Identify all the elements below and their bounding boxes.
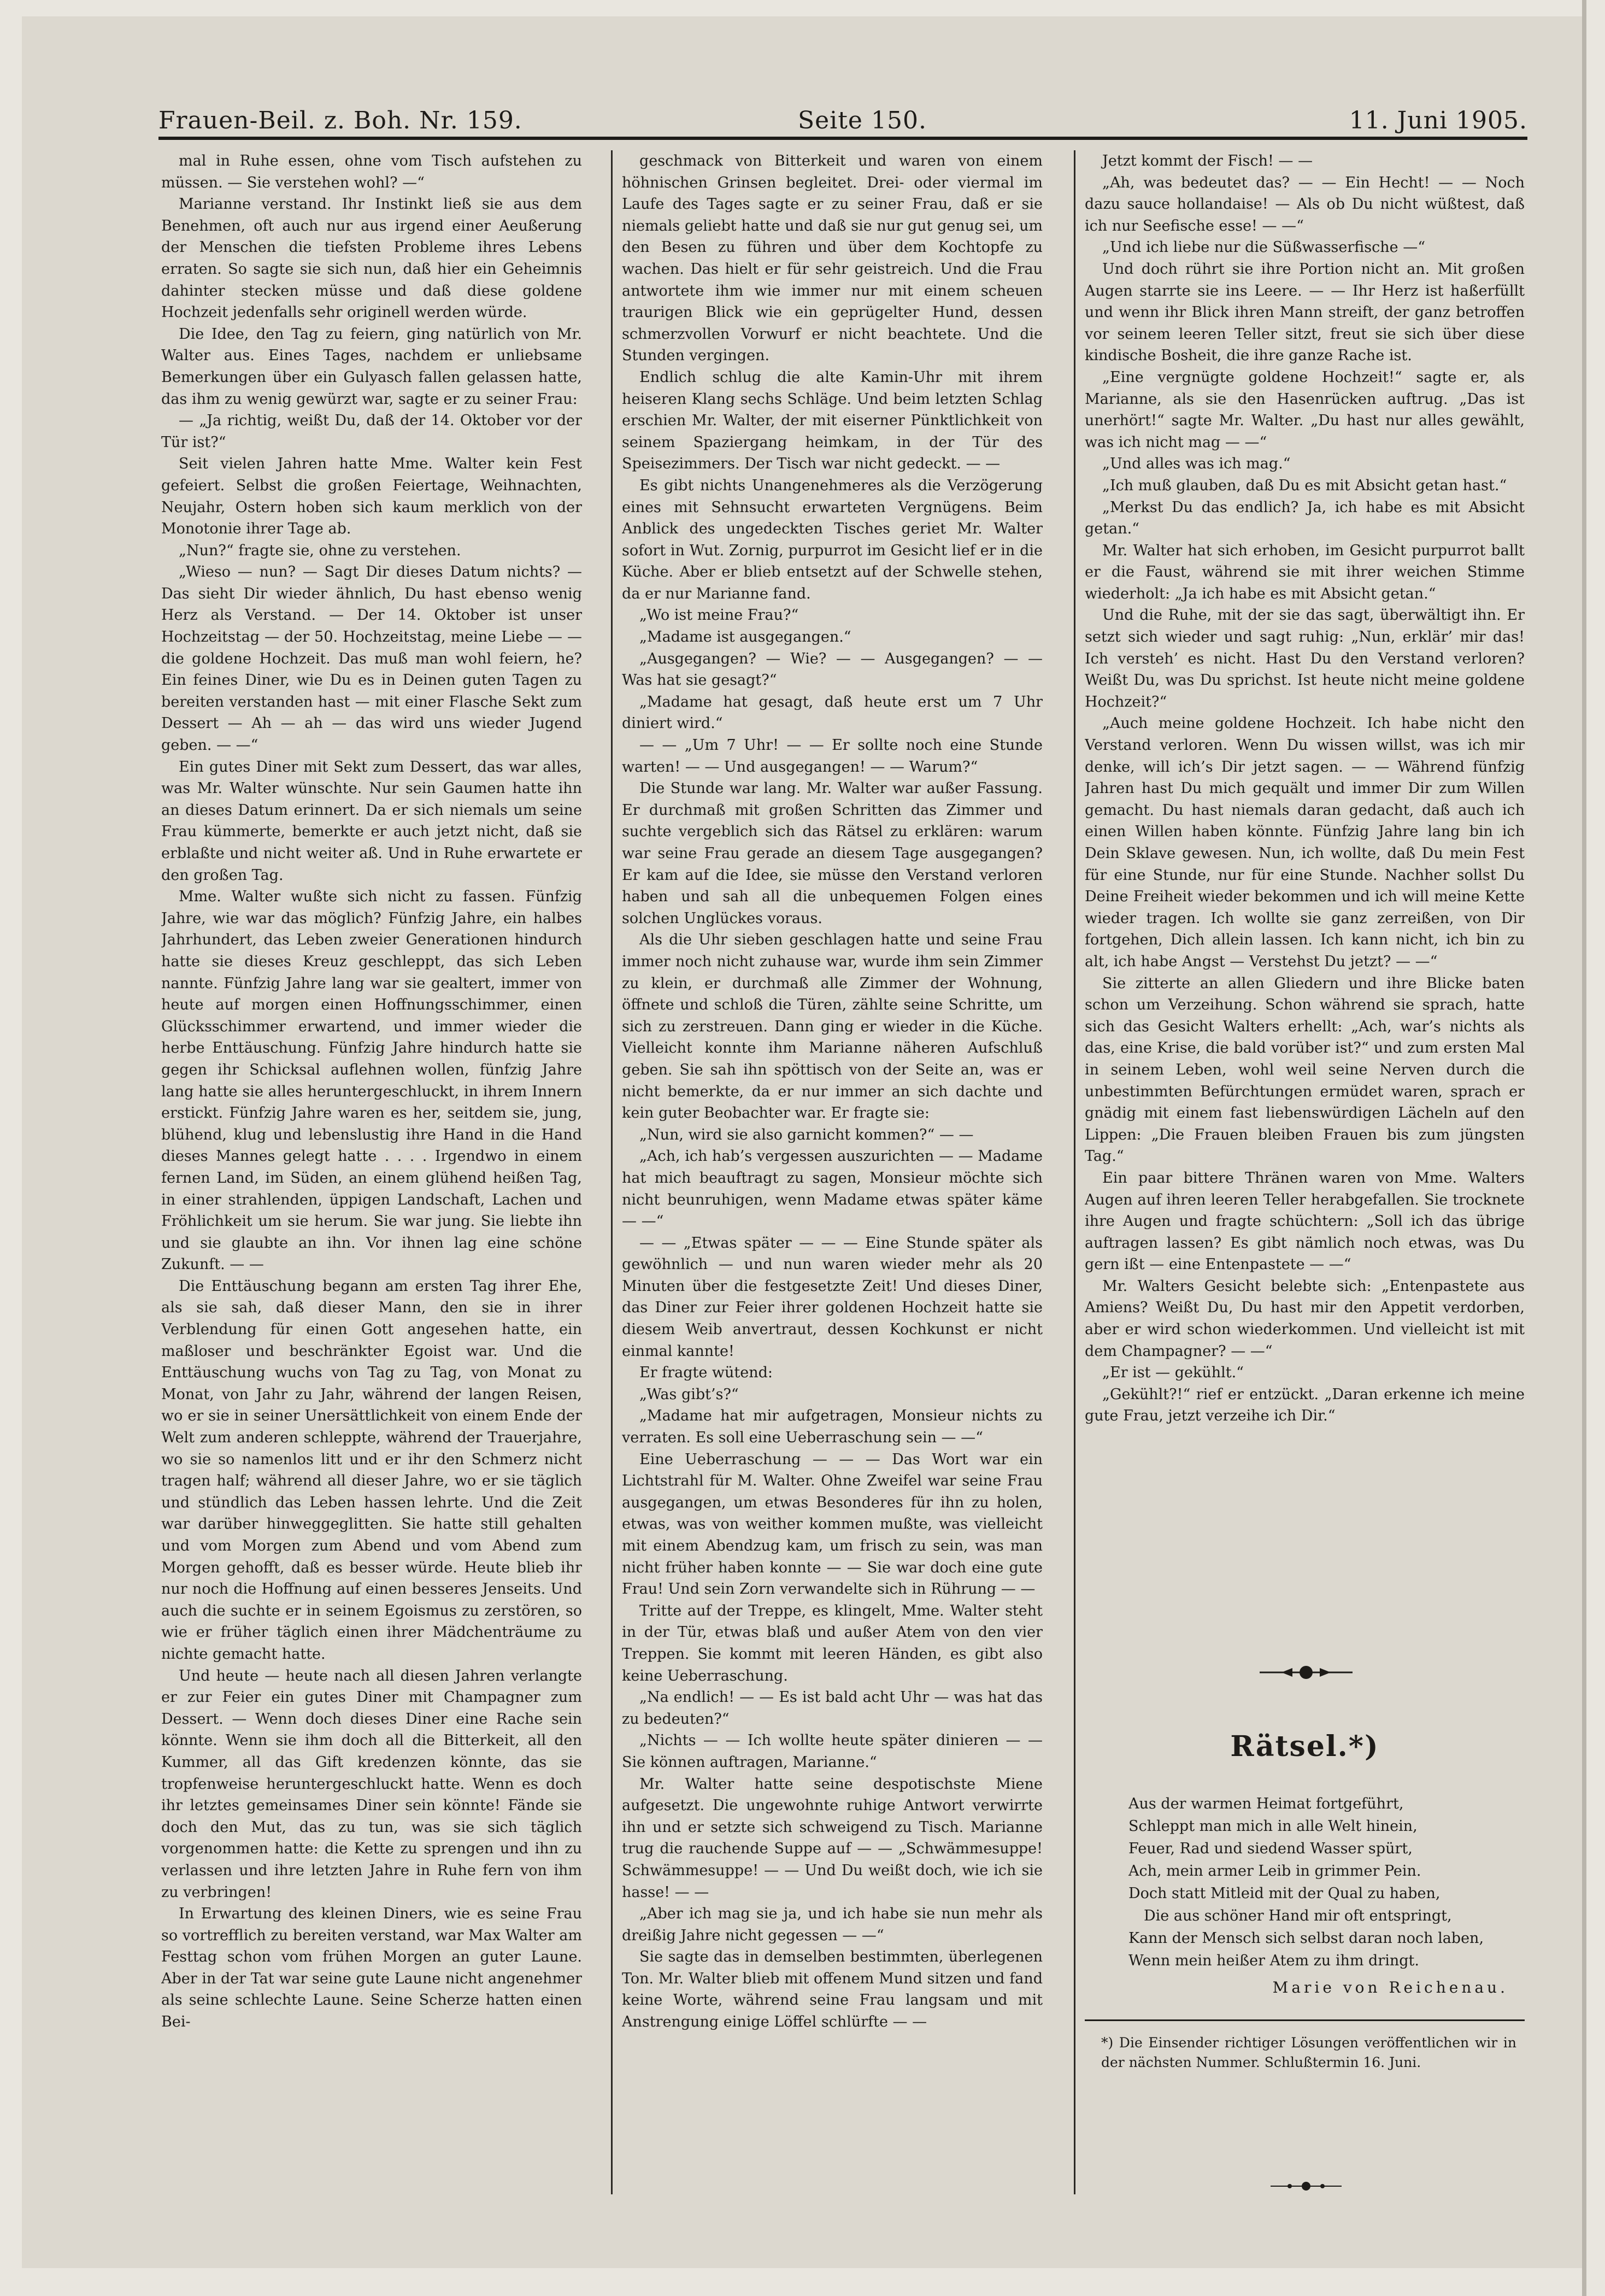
header-rule <box>158 137 1527 140</box>
paragraph: „Madame ist ausgegangen.“ <box>639 629 851 646</box>
paragraph: Jetzt kommt der Fisch! — — <box>1102 152 1313 169</box>
paragraph: „Was gibt’s?“ <box>639 1385 739 1403</box>
paragraph: Marianne verstand. Ihr Instinkt ließ sie aus dem Benehmen, oft auch nur aus irgend einer Aeußerung der Menschen die tiefsten Probleme ihres Lebens erraten. So sagte sie sich nun, daß hier ein Geheimnis dahinter stecken müsse und daß diese goldene Hochzeit jedenfalls sehr originell werden würde. <box>161 196 582 321</box>
paragraph: Die Enttäuschung begann am ersten Tag ihrer Ehe, als sie sah, daß dieser Mann, den sie in ihrer Verblendung für einen Gott angesehen hatte, ein maßloser und beschränkter Egoist war. Und die Enttäuschung wuchs von Tag zu Tag, von Monat zu Monat, von Jahr zu Jahr, während der langen Reisen, wo er sie in seiner Unersättlichkeit von einem Ende der Welt zum anderen schleppte, während der Trauerjahre, wo sie so namenlos litt und er ihr den Schmerz nicht tragen half; während all dieser Jahre, wo er sie täglich und stündlich das Leben hassen lehrte. Und die Zeit war darüber hinweggeglitten. Sie hatte still gehalten und vom Morgen zum Abend und vom Abend zum Morgen gehofft, daß es besser würde. Heute blieb ihr nur noch die Hoffnung auf einen besseres Jenseits. Und auch die suchte er in seinem Egoismus zu zerstören, so wie er früher täglich einen ihrer Mädchenträume zu nichte gemacht hatte. <box>161 1277 582 1663</box>
paragraph: Und doch rührt sie ihre Portion nicht an. Mit großen Augen starrte sie ins Leere. — — Ihr Herz ist haßerfüllt und wenn ihr Blick ihren Mann streift, der ganz betroffen vor seinem leeren Teller sitzt, freut sie sich über diese kindische Bosheit, die ihre ganze Rache ist. <box>1085 260 1525 365</box>
column-3 <box>1085 150 1525 1648</box>
paragraph: — — „Um 7 Uhr! — — Er sollte noch eine Stunde warten! — — Und ausgegangen! — — Warum?“ <box>622 737 1043 776</box>
paragraph: In Erwartung des kleinen Diners, wie es seine Frau so vortrefflich zu bereiten verstand, war Max Walter am Festtag schon vom frühen Morgen an guter Laune. Aber in der Tat war seine gute Laune nicht angenehmer als seine schlechte Laune. Seine Scherze hatten einen Bei- <box>161 1905 582 2031</box>
paragraph: „Und alles was ich mag.“ <box>1102 455 1291 473</box>
paragraph: „Wo ist meine Frau?“ <box>639 607 799 624</box>
verse-line: Doch statt Mitleid mit der Qual zu haben, <box>1128 1885 1441 1902</box>
verse-line: Aus der warmen Heimat fortgeführt, <box>1128 1795 1404 1812</box>
page-fold-shadow <box>1582 0 1586 2296</box>
riddle-section <box>1085 1661 1525 2197</box>
ornament-divider-icon <box>1260 2175 1353 2197</box>
paragraph: „Nun?“ fragte sie, ohne zu verstehen. <box>179 542 461 559</box>
verse-line: Ach, mein armer Leib in grimmer Pein. <box>1128 1863 1421 1880</box>
paragraph: „Eine vergnügte goldene Hochzeit!“ sagte er, als Marianne, als sie den Hasenrücken auftrug. „Das ist unerhört!“ sagte Mr. Walter. „Du hast nur alles gewählt, was ich nicht mag — —“ <box>1085 368 1525 451</box>
verse-line: Feuer, Rad und siedend Wasser spürt, <box>1128 1840 1413 1857</box>
paragraph: „Aber ich mag sie ja, und ich habe sie nun mehr als dreißig Jahre nicht gegessen — —“ <box>622 1905 1043 1944</box>
paragraph: „Na endlich! — — Es ist bald acht Uhr — was hat das zu bedeuten?“ <box>622 1689 1043 1728</box>
column-2 <box>622 150 1043 2194</box>
paragraph: „Madame hat gesagt, daß heute erst um 7 Uhr diniert wird.“ <box>622 693 1043 732</box>
paragraph: Und die Ruhe, mit der sie das sagt, überwältigt ihn. Er setzt sich wieder und sagt ruhig: „Nun, erklär’ mir das! Ich versteh’ es nicht. Hast Du den Verstand verloren? Weißt Du, was Du sprichst. Ist heute nicht meine goldene Hochzeit?“ <box>1085 607 1525 710</box>
paragraph: Die Idee, den Tag zu feiern, ging natürlich von Mr. Walter aus. Eines Tages, nachdem er unliebsame Bemerkungen über ein Gulyasch fallen gelassen hatte, das ihm zu wenig gewürzt war, sagte er zu seiner Frau: <box>161 325 582 408</box>
page-header <box>158 101 1527 139</box>
paragraph: Mme. Walter wußte sich nicht zu fassen. Fünfzig Jahre, wie war das möglich? Fünfzig Jahre, ein halbes Jahrhundert, das Leben zweier Generationen hindurch hatte sie dieses Kreuz geschleppt, das sich Leben nannte. Fünfzig Jahre lang war sie gealtert, immer von heute auf morgen einen Hoffnungsschimmer, einen Glücksschimmer erwartend, und immer wieder die herbe Enttäuschung. Fünfzig Jahre hindurch hatte sie gegen ihr Schicksal auflehnen wollen, fünfzig Jahre lang hatte sie alles heruntergeschluckt, in ihrem Innern erstickt. Fünfzig Jahre waren es her, seitdem sie, jung, blühend, klug und lebenslustig ihre Hand in die Hand dieses Mannes gelegt hatte . . . . Irgendwo in einem fernen Land, im Süden, an einem glühend heißen Tag, in einer strahlenden, üppigen Landschaft, Lachen und Fröhlichkeit um sie herum. Sie war jung. Sie liebte ihn und sie glaubte an ihn. Vor ihnen lag eine schöne Zukunft. — — <box>161 888 582 1273</box>
verse-line: Schleppt man mich in alle Welt hinein, <box>1128 1818 1418 1835</box>
column-divider <box>1074 150 1075 2194</box>
paragraph: geschmack von Bitterkeit und waren von einem höhnischen Grinsen begleitet. Drei- oder viermal im Laufe des Tages sagte er zu seiner Frau, daß er sie niemals geliebt hatte und daß sie nur gut genug sei, um den Besen zu führen und über dem Kochtopfe zu wachen. Das hielt er für sehr geistreich. Und die Frau antwortete ihm wie immer nur mit einem scheuen traurigen Blick wie ein geprügelter Hund, dessen schmerzvollen Vorwurf er nicht beachtete. Und die Stunden vergingen. <box>622 152 1043 365</box>
paragraph: Ein paar bittere Thränen waren von Mme. Walters Augen auf ihren leeren Teller herabgefallen. Sie trocknete ihre Augen und fragte schüchtern: „Soll ich das übrige auftragen lassen? Es gibt nämlich noch etwas, was Du gern ißt — eine Entenpastete — —“ <box>1085 1169 1525 1273</box>
paragraph: — — „Etwas später — — — Eine Stunde später als gewöhnlich — und nun waren wieder mehr als 20 Minuten über die festgesetzte Zeit! Und dieses Diner, das Diner zur Feier ihrer goldenen Hochzeit hatte sie diesem Weib anvertraut, dessen Kochkunst er nicht einmal kannte! <box>622 1234 1043 1360</box>
paragraph: Mr. Walter hat sich erhoben, im Gesicht purpurrot ballt er die Faust, während sie mit ihrer weichen Stimme wiederholt: „Ja ich habe es mit Absicht getan.“ <box>1085 542 1525 602</box>
verse-line: Kann der Mensch sich selbst daran noch laben, <box>1128 1930 1484 1947</box>
paragraph: Ein gutes Diner mit Sekt zum Dessert, das war alles, was Mr. Walter wünschte. Nur sein Gaumen hatte ihn an dieses Datum erinnert. Da er sich niemals um seine Frau kümmerte, bemerkte er auch jetzt nicht, daß sie erblaßte und nicht weiter aß. Und in Ruhe erwartete er den großen Tag. <box>161 758 582 884</box>
header-publication: Frauen-Beil. z. Boh. Nr. 159. <box>158 107 522 134</box>
verse-line: Die aus schöner Hand mir oft entspringt, <box>1144 1907 1452 1924</box>
header-page-number: Seite 150. <box>798 107 927 134</box>
paragraph: „Wieso — nun? — Sagt Dir dieses Datum nichts? — Das sieht Dir wieder ähnlich, Du hast ebenso wenig Herz als Verstand. — Der 14. Oktober ist unser Hochzeitstag — der 50. Hochzeitstag, meine Liebe — — die goldene Hochzeit. Das muß man wohl feiern, he? Ein feines Diner, wie Du es in Deinen guten Tagen zu bereiten verstanden hast — mit einer Flasche Sekt zum Dessert — Ah — ah — das wird uns wieder Jugend geben. — —“ <box>161 563 582 754</box>
paragraph: Sie sagte das in demselben bestimmten, überlegenen Ton. Mr. Walter blieb mit offenem Mund sitzen und fand keine Worte, während seine Frau langsam und mit Anstrengung einige Löffel schlürfte — — <box>622 1948 1043 2031</box>
paragraph: „Madame hat mir aufgetragen, Monsieur nichts zu verraten. Es soll eine Ueberraschung sein — —“ <box>622 1407 1043 1447</box>
paragraph: — „Ja richtig, weißt Du, daß der 14. Oktober vor der Tür ist?“ <box>161 412 582 451</box>
paragraph: „Ich muß glauben, daß Du es mit Absicht getan hast.“ <box>1102 477 1507 494</box>
paragraph: „Gekühlt?!“ rief er entzückt. „Daran erkenne ich meine gute Frau, jetzt verzeihe ich Dir.“ <box>1085 1385 1525 1425</box>
paragraph: „Nichts — — Ich wollte heute später dinieren — — Sie können auftragen, Marianne.“ <box>622 1732 1043 1771</box>
paragraph: „Auch meine goldene Hochzeit. Ich habe nicht den Verstand verloren. Wenn Du wissen willst, was ich mir denke, will ich’s Dir jetzt sagen. — — Während fünfzig Jahren hast Du mich gequält und immer Dir zum Willen gemacht. Du hast niemals daran gedacht, daß auch ich einen Willen haben könnte. Fünfzig Jahre lang bin ich Dein Sklave gewesen. Nun, ich wollte, daß Du mein Fest für eine Stunde, nur für eine Stunde. Nachher sollst Du Deine Freiheit wieder bekommen und ich will meine Kette wieder tragen. Ich wollte sie ganz zerreißen, von Dir fortgehen, Dich allein lassen. Ich kann nicht, ich bin zu alt, ich habe Angst — Verstehst Du jetzt? — —“ <box>1085 715 1525 970</box>
column-1 <box>161 150 582 2194</box>
paragraph: Er fragte wütend: <box>639 1364 773 1382</box>
paragraph: Mr. Walter hatte seine despotischste Miene aufgesetzt. Die ungewohnte ruhige Antwort verwirrte ihn und er setzte sich schweigend zu Tisch. Marianne trug die rauchende Suppe auf — — „Schwämmesuppe! Schwämmesuppe! — — Und Du weißt doch, wie ich sie hasse! — — <box>622 1775 1043 1901</box>
column-divider <box>611 150 613 2194</box>
ornament-divider-icon <box>1260 1661 1353 1683</box>
riddle-title: Rätsel.*) <box>1230 1730 1379 1763</box>
paragraph: Und heute — heute nach all diesen Jahren verlangte er zur Feier ein gutes Diner mit Champagner zum Dessert. — Wenn doch dieses Diner eine Rache sein könnte. Wenn sie ihm doch all die Bitterkeit, all den Kummer, all das Gift kredenzen könnte, das sie tropfenweise heruntergeschluckt hatte. Wenn es doch ihr letztes gemeinsames Diner sein könnte! Fände sie doch den Mut, das zu tun, was sie sich täglich vorgenommen hatte: die Kette zu sprengen und ihn zu verlassen und ihre letzten Jahre in Ruhe fern von ihm zu verbringen! <box>161 1667 582 1901</box>
paragraph: Seit vielen Jahren hatte Mme. Walter kein Fest gefeiert. Selbst die großen Feiertage, Weihnachten, Neujahr, Ostern hoben sich kaum merklich von der Monotonie ihrer Tage ab. <box>161 455 582 538</box>
riddle-footnote: *) Die Einsender richtiger Lösungen veröffentlichen wir in der nächsten Nummer. Schlußtermin 16. Juni. <box>1101 2035 1516 2070</box>
paragraph: Die Stunde war lang. Mr. Walter war außer Fassung. Er durchmaß mit großen Schritten das Zimmer und suchte vergeblich sich das Rätsel zu erklären: warum war seine Frau gerade an diesem Tage ausgegangen? Er kam auf die Idee, sie müsse den Verstand verloren haben und sah all die unbequemen Folgen eines solchen Unglückes voraus. <box>622 780 1043 927</box>
paragraph: Tritte auf der Treppe, es klingelt, Mme. Walter steht in der Tür, etwas blaß und außer Atem von den vier Treppen. Sie kommt mit leeren Händen, es gibt also keine Ueberraschung. <box>622 1602 1043 1684</box>
paragraph: „Und ich liebe nur die Süßwasserfische —“ <box>1102 239 1426 256</box>
paragraph: „Merkst Du das endlich? Ja, ich habe es mit Absicht getan.“ <box>1085 498 1525 538</box>
paragraph: „Er ist — gekühlt.“ <box>1102 1364 1244 1382</box>
paragraph: „Ah, was bedeutet das? — — Ein Hecht! — — Noch dazu sauce hollandaise! — Als ob Du nicht wüßtest, daß ich nur Seefische esse! — —“ <box>1085 174 1525 234</box>
paragraph: Eine Ueberraschung — — — Das Wort war ein Lichtstrahl für M. Walter. Ohne Zweifel war seine Frau ausgegangen, um etwas Besonderes für ihn zu holen, etwas, was von weither kommen mußte, was vielleicht mit einem Abendzug kam, um frisch zu sein, was man nicht früher haben konnte — — Sie war doch eine gute Frau! Und sein Zorn verwandelte sich in Rührung — — <box>622 1451 1043 1598</box>
paragraph: „Nun, wird sie also garnicht kommen?“ — — <box>639 1126 974 1143</box>
paragraph: Mr. Walters Gesicht belebte sich: „Entenpastete aus Amiens? Weißt Du, Du hast mir den Appetit verdorben, aber er wird schon wiederkommen. Und vielleicht ist mit dem Champagner? — —“ <box>1085 1277 1525 1360</box>
header-date: 11. Juni 1905. <box>1349 107 1527 134</box>
riddle-verses <box>1128 1793 1511 1972</box>
riddle-author: Marie von Reichenau. <box>1272 1978 1508 1996</box>
paragraph: Endlich schlug die alte Kamin-Uhr mit ihrem heiseren Klang sechs Schläge. Und beim letzten Schlag erschien Mr. Walter, der mit eiserner Pünktlichkeit von seinem Spaziergang heimkam, in der Tür des Speisezimmers. Der Tisch war nicht gedeckt. — — <box>622 368 1043 473</box>
paragraph: „Ach, ich hab’s vergessen auszurichten — — Madame hat mich beauftragt zu sagen, Monsieur möchte sich nicht beunruhigen, wenn Madame etwas später käme — —“ <box>622 1148 1043 1230</box>
paragraph: „Ausgegangen? — Wie? — — Ausgegangen? — — Was hat sie gesagt?“ <box>622 650 1043 689</box>
footnote-rule <box>1085 2019 1525 2021</box>
paragraph: Es gibt nichts Unangenehmeres als die Verzögerung eines mit Sehnsucht erwarteten Vergnügens. Beim Anblick des ungedeckten Tisches geriet Mr. Walter sofort in Wut. Zornig, purpurrot im Gesicht lief er in die Küche. Aber er blieb entsetzt auf der Schwelle stehen, da er nur Marianne fand. <box>622 477 1043 602</box>
paragraph: mal in Ruhe essen, ohne vom Tisch aufstehen zu müssen. — Sie verstehen wohl? —“ <box>161 152 582 191</box>
paragraph: Sie zitterte an allen Gliedern und ihre Blicke baten schon um Verzeihung. Schon während sie sprach, hatte sich das Gesicht Walters erhellt: „Ach, war’s nichts als das, eine Krise, die bald vorüber ist?“ und zum ersten Mal in seinem Leben, wohl weil seine Nerven durch die unbestimmten Befürchtungen ermüdet waren, sprach er gnädig mit einem fast liebenswürdigen Lächeln auf den Lippen: „Die Frauen bleiben Frauen bis zum jüngsten Tag.“ <box>1085 974 1525 1165</box>
paragraph: Als die Uhr sieben geschlagen hatte und seine Frau immer noch nicht zuhause war, wurde ihm sein Zimmer zu klein, er durchmaß alle Zimmer der Wohnung, öffnete und schloß die Türen, zählte seine Schritte, um sich zu zerstreuen. Dann ging er wieder in die Küche. Vielleicht konnte ihm Marianne näheren Aufschluß geben. Sie sah ihn spöttisch von der Seite an, was er nicht bemerkte, da er nur immer an sich dachte und kein guter Beobachter war. Er fragte sie: <box>622 931 1043 1122</box>
verse-line: Wenn mein heißer Atem zu ihm dringt. <box>1128 1952 1419 1969</box>
